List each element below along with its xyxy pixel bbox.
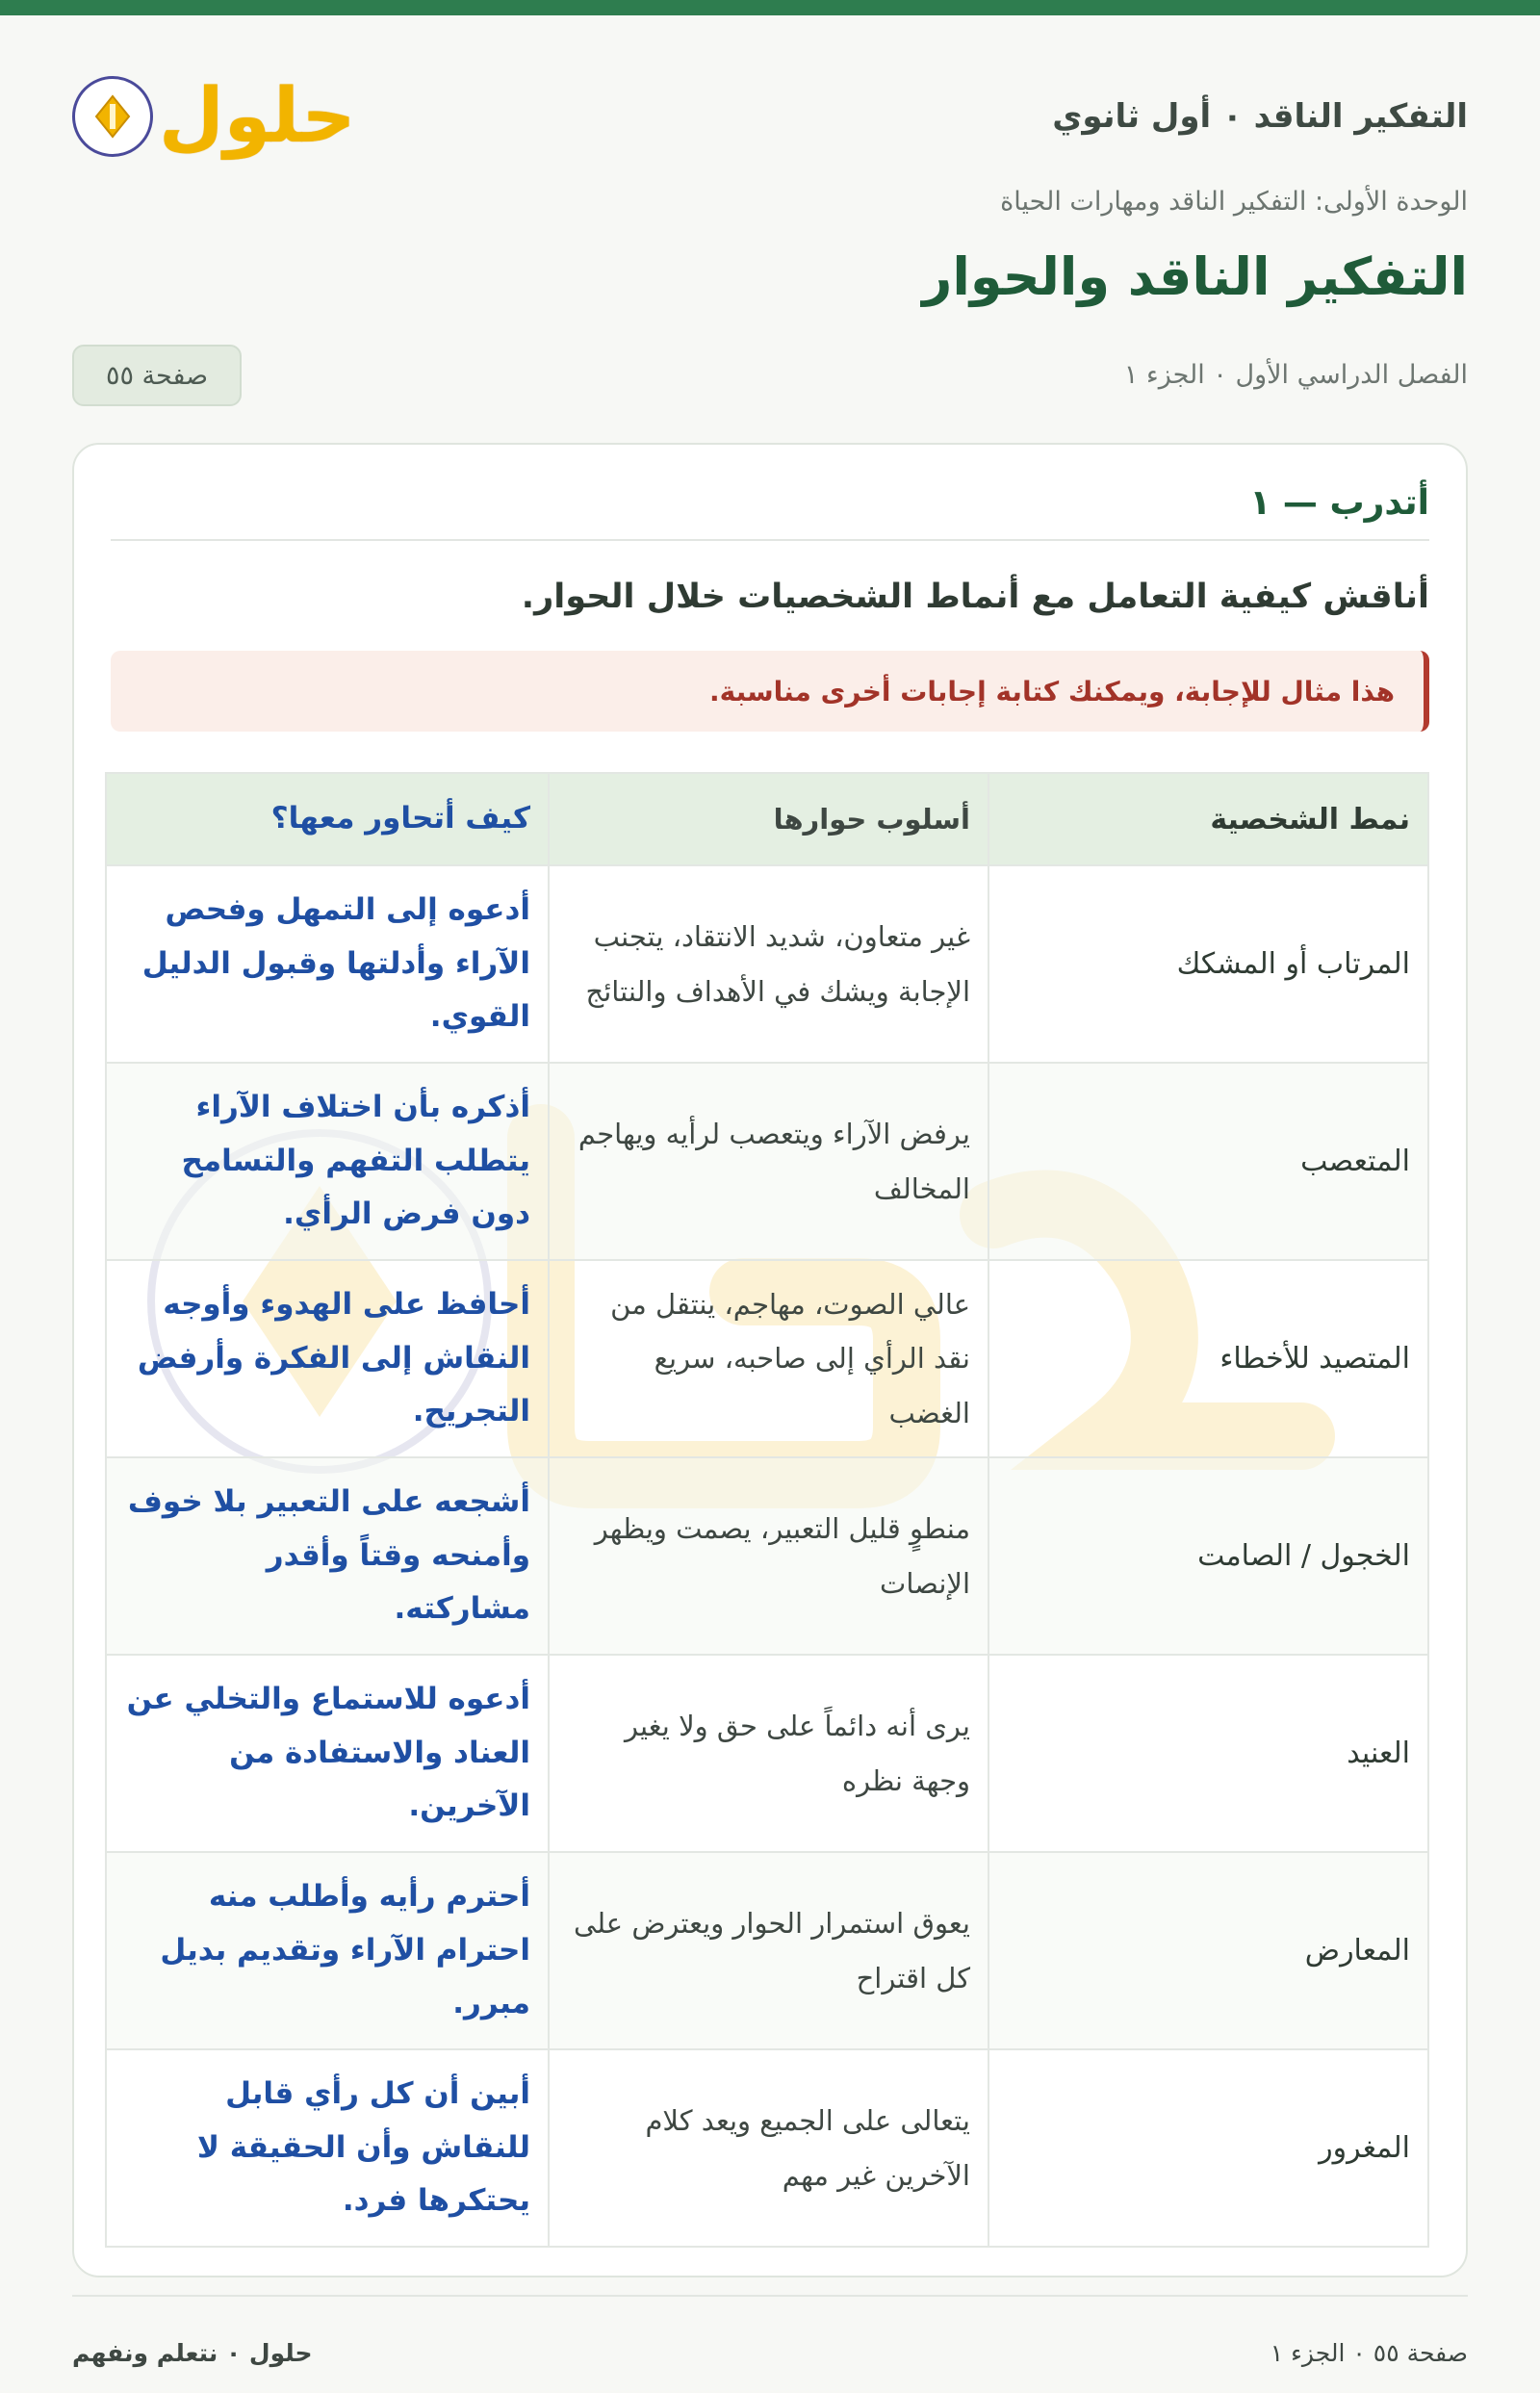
answer-cell: أذكره بأن اختلاف الآراء يتطلب التفهم والتسامح دون فرض الرأي. (106, 1063, 549, 1260)
answer-cell: أدعوه للاستماع والتخلي عن العناد والاستفادة من الآخرين. (106, 1655, 549, 1852)
table-row (106, 865, 1428, 1063)
dialogue-style-cell: عالي الصوت، مهاجم، ينتقل من نقد الرأي إلى صاحبه، سريع الغضب (549, 1260, 988, 1457)
personality-table (105, 772, 1429, 2248)
logo-text: حلول (159, 73, 356, 160)
table-row (106, 1063, 1428, 1260)
table-header-row (106, 773, 1428, 865)
semester-line: الفصل الدراسي الأول ٠ الجزء ١ (1123, 360, 1468, 390)
unit-line: الوحدة الأولى: التفكير الناقد ومهارات الحياة (1000, 187, 1468, 217)
dialogue-style-cell: غير متعاون، شديد الانتقاد، يتجنب الإجابة ويشك في الأهداف والنتائج (549, 865, 988, 1063)
answer-cell: أشجعه على التعبير بلا خوف وأمنحه وقتاً وأقدر مشاركته. (106, 1457, 549, 1655)
answer-note-text: هذا مثال للإجابة، ويمكنك كتابة إجابات أخرى مناسبة. (709, 675, 1395, 708)
personality-type-cell: المتعصب (988, 1063, 1428, 1260)
exercise-heading: أتدرب — ١ (111, 483, 1429, 541)
page (0, 15, 1540, 2393)
answer-cell: أحترم رأيه وأطلب منه احترام الآراء وتقديم بديل مبرر. (106, 1852, 549, 2049)
header-how-to-dialogue: كيف أتحاور معها؟ (106, 773, 549, 865)
table-row (106, 1655, 1428, 1852)
top-accent-bar (0, 0, 1540, 15)
course-title: التفكير الناقد ٠ أول ثانوي (1052, 97, 1468, 136)
header-dialogue-style: أسلوب حوارها (549, 773, 988, 865)
answer-cell: أبين أن كل رأي قابل للنقاش وأن الحقيقة لا يحتكرها فرد. (106, 2049, 549, 2247)
page-header (72, 64, 1468, 169)
exercise-question: أناقش كيفية التعامل مع أنماط الشخصيات خلال الحوار. (521, 578, 1429, 616)
logo[interactable] (72, 73, 356, 160)
dialogue-style-cell: منطوٍ قليل التعبير، يصمت ويظهر الإنصات (549, 1457, 988, 1655)
table-row (106, 2049, 1428, 2247)
answer-cell: أدعوه إلى التمهل وفحص الآراء وأدلتها وقبول الدليل القوي. (106, 865, 549, 1063)
footer-brand: حلول ٠ نتعلم ونفهم (72, 2339, 313, 2367)
dialogue-style-cell: يعوق استمرار الحوار ويعترض على كل اقتراح (549, 1852, 988, 2049)
footer-divider (72, 2295, 1468, 2297)
dialogue-style-cell: يرفض الآراء ويتعصب لرأيه ويهاجم المخالف (549, 1063, 988, 1260)
footer-page-info: صفحة ٥٥ ٠ الجزء ١ (1270, 2339, 1468, 2367)
page-badge: صفحة ٥٥ (72, 345, 242, 406)
answer-note (111, 651, 1429, 732)
personality-type-cell: العنيد (988, 1655, 1428, 1852)
personality-type-cell: المتصيد للأخطاء (988, 1260, 1428, 1457)
personality-type-cell: الخجول / الصامت (988, 1457, 1428, 1655)
header-personality-type: نمط الشخصية (988, 773, 1428, 865)
table-row (106, 1852, 1428, 2049)
dialogue-style-cell: يرى أنه دائماً على حق ولا يغير وجهة نظره (549, 1655, 988, 1852)
dialogue-style-cell: يتعالى على الجميع ويعد كلام الآخرين غير مهم (549, 2049, 988, 2247)
book-icon (72, 76, 153, 157)
exercise-card (72, 443, 1468, 2277)
personality-type-cell: المعارض (988, 1852, 1428, 2049)
answer-cell: أحافظ على الهدوء وأوجه النقاش إلى الفكرة وأرفض التجريح. (106, 1260, 549, 1457)
personality-type-cell: المرتاب أو المشكك (988, 865, 1428, 1063)
lesson-title: التفكير الناقد والحوار (922, 246, 1468, 307)
personality-type-cell: المغرور (988, 2049, 1428, 2247)
table-row (106, 1457, 1428, 1655)
table-row (106, 1260, 1428, 1457)
